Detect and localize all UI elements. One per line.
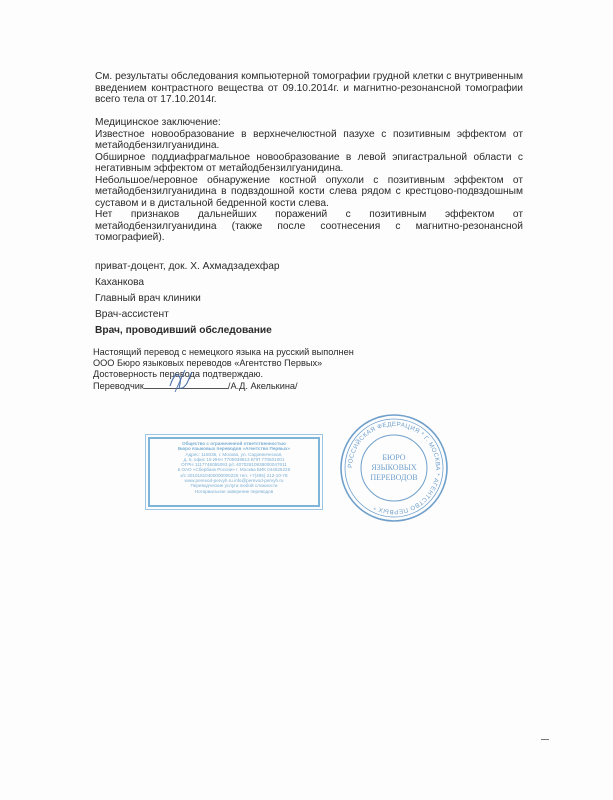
translator-line-1: Настоящий перевод с немецкого языка на русский выполнен <box>93 347 354 357</box>
conclusion-paragraph-1: Известное новообразование в верхнечелюстной пазухе с позитивным эффектом от метайодбензилгуанидина. <box>95 128 523 151</box>
seal-center-line-2: ЯЗЫКОВЫХ <box>371 463 417 472</box>
signature-block <box>95 259 280 339</box>
rect-stamp-line: Общество с ограниченной ответственностью <box>182 441 286 446</box>
signature-line-chief-physician: Главный врач клиники <box>95 293 201 304</box>
medical-conclusion-section <box>95 117 523 244</box>
intro-paragraph: См. результаты обследования компьютерной томографии грудной клетки с внутривенным введением контрастного вещества от 09.10.2014г. и магнитно-резонансной томографии всего тела от 17.10.2014г. <box>95 71 523 105</box>
translator-label: Переводчик <box>93 381 144 391</box>
conclusion-paragraph-4: Нет признаков дальнейших поражений с позитивным эффектом от метайодбензилгуанидина (также после соотнесения с магнитно-резонансной томографией). <box>95 209 523 243</box>
handwritten-signature-icon <box>166 368 196 394</box>
rectangular-company-stamp <box>148 437 320 507</box>
rect-stamp-line: Нотариальное заверение переводов <box>194 488 274 494</box>
signature-line-assistant: Врач-ассистент <box>95 309 169 320</box>
translator-name: /А.Д. Акелькина/ <box>227 381 298 391</box>
round-bureau-seal <box>338 412 450 524</box>
conclusion-paragraph-2: Обширное поддиафрагмальное новообразование в левой эпигастральной области с негативным эффектом от метайодбензилгуанидина. <box>95 151 523 174</box>
conclusion-heading: Медицинское заключение: <box>95 117 221 128</box>
signature-line-docent: приват-доцент, док. Х. Ахмадзадехфар <box>95 261 280 272</box>
translator-line-3: Достоверность перевода подтверждаю. <box>93 369 264 379</box>
rect-stamp-line: Адрес: 115035, г. Москва, ул. Садовническая, <box>185 451 283 457</box>
seal-center-line-1: БЮРО <box>382 453 406 462</box>
translator-line-2: ООО Бюро языковых переводов «Агентство Первых» <box>93 358 323 368</box>
rect-stamp-line: ОГРН 1117746055093 р/с 40702810938000047611 <box>181 462 287 468</box>
rect-stamp-line: Переводческие услуги любой сложности <box>190 483 278 489</box>
page-corner-mark <box>541 739 549 740</box>
rect-stamp-line: в ОАО «Сбербанк России» г. Москва БИК 044525225 <box>177 467 291 473</box>
rect-stamp-line: Бюро языковых переводов «Агентство Первых» <box>177 446 291 452</box>
seal-outer-text: РОССИЙСКАЯ ФЕДЕРАЦИЯ * Г. МОСКВА * АГЕНТСТВО ПЕРВЫХ * <box>346 420 442 516</box>
rect-stamp-line: к/с 30101810400000000225 тел. +7(495) 212-10-78 <box>180 472 288 478</box>
translator-certification <box>93 347 354 392</box>
rect-stamp-line: www.perevod-pervyh.ru info@perevod-pervyh.ru <box>184 478 284 484</box>
translator-signature-line <box>93 380 354 392</box>
signature-line-examining-physician: Врач, проводивший обследование <box>95 325 272 336</box>
intro-paragraph-block <box>95 71 523 106</box>
conclusion-paragraph-3: Небольшое/неровное обнаружение костной опухоли с позитивным эффектом от метайодбензилгуанидина в подвздошной кости слева рядом с крестцово-подвздошным суставом и в дистальной бедренной кости слева. <box>95 174 523 209</box>
seal-center-line-3: ПЕРЕВОДОВ <box>370 473 418 482</box>
signature-line-name: Каханкова <box>95 277 145 288</box>
rect-stamp-line: д. 5, офис 15 ИНН 7705939813 КПП 770501001 <box>183 456 285 462</box>
